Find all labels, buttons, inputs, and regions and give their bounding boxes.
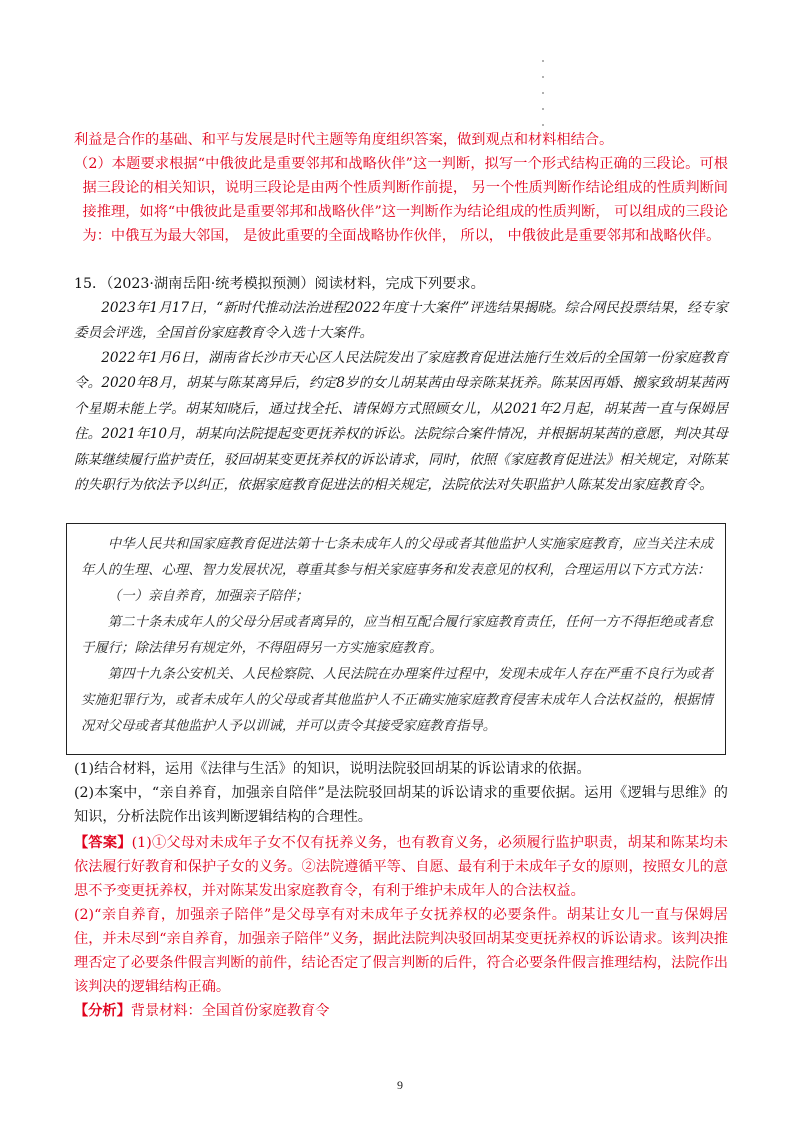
analysis-line	[74, 999, 728, 1023]
answer-part-1	[74, 831, 728, 903]
law-article-20: 第二十条未成年人的父母分居或者离异的，应当相互配合履行家庭教育责任，任何一方不得拒绝或者怠于履行；除法律另有规定外，不得阻碍另一方实施家庭教育。	[81, 615, 713, 656]
material-paragraph-2: 2022年1月6日，湖南省长沙市天心区人民法院发出了家庭教育促进法施行生效后的全国第一份家庭教育令。2020年8月，胡某与陈某离异后，约定8岁的女儿胡某茜由母亲陈某抚养。陈某因再婚、搬家致胡某茜两个星期未能上学。胡某知晓后，通过找全托、请保姆方式照顾女儿，从2021年2月起，胡某茜一直与保姆居住。2021年10月，胡某向法院提起变更抚养权的诉讼。法院综合案件情况，并根据胡某茜的意愿，判决其母陈某继续履行监护责任，驳回胡某变更抚养权的诉讼请求，同时，依照《家庭教育促进法》相关规定，对陈某的失职行为依法予以纠正，依据家庭教育促进法的相关规定，法院依法对失职监护人陈某发出家庭教育令。	[74, 350, 728, 494]
previous-answer-line: 利益是合作的基础、和平与发展是时代主题等角度组织答案，做到观点和材料相结合。	[74, 132, 614, 148]
sub-questions	[74, 757, 728, 829]
previous-answer-part2: （2）本题要求根据“中俄彼此是重要邻邦和战略伙伴”这一判断，拟写一个形式结构正确的三段论。可根据三段论的相关知识，说明三段论是由两个性质判断作前提， 另一个性质判断作结论组成的性质判断间接推理，如将“中俄彼此是重要邻邦和战略伙伴”这一判断作为结论组成的性质判断， 可以组成的三段论为：中俄互为最大邻国， 是彼此重要的全面战略协作伙伴， 所以， 中俄彼此是重要邻邦和战略伙伴。	[74, 156, 728, 244]
question-15	[74, 272, 728, 498]
answer-label: 【答案】	[74, 835, 132, 851]
law-excerpt-box	[66, 523, 726, 755]
law-item-1: （一）亲自养育，加强亲子陪伴；	[107, 589, 309, 604]
answer-text-1: (1)①父母对未成年子女不仅有抚养义务，也有教育义务，必须履行监护职责，胡某和陈某均未依法履行好教育和保护子女的义务。②法院遵循平等、自愿、最有利于未成年子女的原则，按照女儿的意思不予变更抚养权，并对陈某发出家庭教育令，有利于维护未成年人的合法权益。	[74, 835, 728, 899]
law-article-49: 第四十九条公安机关、人民检察院、人民法院在办理案件过程中，发现未成年人存在严重不良行为或者实施犯罪行为，或者未成年人的父母或者其他监护人不正确实施家庭教育侵害未成年人合法权益的，根据情况对父母或者其他监护人予以训诫，并可以责令其接受家庭教育指导。	[81, 667, 713, 734]
law-article-17: 中华人民共和国家庭教育促进法第十七条未成年人的父母或者其他监护人实施家庭教育，应当关注未成年人的生理、心理、智力发展状况，尊重其参与相关家庭事务和发表意见的权利，合理运用以下方式方法：	[81, 537, 713, 578]
answer-section	[74, 831, 728, 1023]
answer-part-2: (2)“亲自养育，加强亲子陪伴”是父母享有对未成年子女抚养权的必要条件。胡某让女儿一直与保姆居住，并未尽到“亲自养育，加强亲子陪伴”义务，据此法院判决驳回胡某变更抚养权的诉讼请求。该判决推理否定了必要条件假言判断的前件，结论否定了假言判断的后件，符合必要条件假言推理结构，法院作出该判决的逻辑结构正确。	[74, 907, 728, 995]
question-header: 15．（2023·湖南岳阳·统考模拟预测）阅读材料，完成下列要求。	[74, 276, 485, 292]
analysis-label: 【分析】	[74, 1003, 131, 1019]
material-paragraph-1: 2023年1月17日，“新时代推动法治进程2022年度十大案件”评选结果揭晓。综合网民投票结果，经专家委员会评选，全国首份家庭教育令入选十大案件。	[74, 300, 728, 341]
sub-question-1: (1)结合材料，运用《法律与生活》的知识，说明法院驳回胡某的诉讼请求的依据。	[74, 761, 591, 777]
previous-answer	[74, 128, 728, 248]
analysis-text: 背景材料：全国首份家庭教育令	[130, 1003, 330, 1019]
page-number: 9	[397, 1078, 403, 1092]
sub-question-2: (2)本案中，“亲自养育，加强亲自陪伴”是法院驳回胡某的诉讼请求的重要依据。运用《逻辑与思维》的知识，分析法院作出该判断逻辑结构的合理性。	[74, 785, 728, 825]
